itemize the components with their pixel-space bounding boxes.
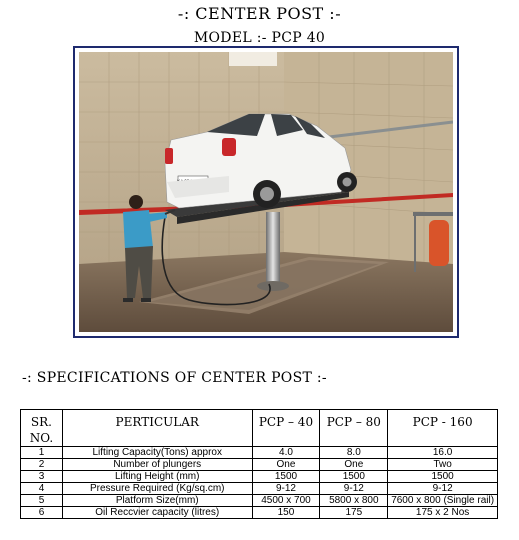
cell-sr: 4 — [21, 483, 63, 495]
table-row — [21, 471, 498, 483]
cell-sr: 6 — [21, 507, 63, 519]
cell-pcp160: 16.0 — [388, 447, 498, 459]
cell-pcp160: 7600 x 800 (Single rail) — [388, 495, 498, 507]
page-title: -: CENTER POST :- — [177, 4, 342, 23]
cell-item: Pressure Required (Kg/sq.cm) — [62, 483, 252, 495]
cell-pcp80: 175 — [320, 507, 388, 519]
table-row — [21, 447, 498, 459]
col-header-pcp40: PCP – 40 — [252, 410, 320, 447]
col-header-particular: PERTICULAR — [62, 410, 252, 447]
cell-pcp80: 9-12 — [320, 483, 388, 495]
cell-sr: 3 — [21, 471, 63, 483]
cell-pcp40: 150 — [252, 507, 320, 519]
cell-pcp80: 1500 — [320, 471, 388, 483]
col-header-sr: SR. NO. — [21, 410, 63, 447]
product-photo-frame — [73, 46, 459, 338]
model-label: MODEL :- PCP 40 — [193, 30, 326, 46]
cell-item: Lifting Height (mm) — [62, 471, 252, 483]
cell-pcp40: 4.0 — [252, 447, 320, 459]
col-header-pcp80: PCP – 80 — [320, 410, 388, 447]
cell-pcp40: 9-12 — [252, 483, 320, 495]
specifications-table — [20, 409, 498, 519]
cell-pcp160: 9-12 — [388, 483, 498, 495]
cell-pcp160: 175 x 2 Nos — [388, 507, 498, 519]
table-row — [21, 507, 498, 519]
cell-pcp40: One — [252, 459, 320, 471]
car-lift-photo — [79, 52, 453, 332]
cell-pcp160: Two — [388, 459, 498, 471]
cell-pcp160: 1500 — [388, 471, 498, 483]
cell-sr: 1 — [21, 447, 63, 459]
cell-pcp80: 8.0 — [320, 447, 388, 459]
specifications-heading: -: SPECIFICATIONS OF CENTER POST :- — [22, 370, 327, 386]
cell-pcp80: 5800 x 800 — [320, 495, 388, 507]
cell-pcp80: One — [320, 459, 388, 471]
table-row — [21, 459, 498, 471]
cell-item: Oil Reccvier capacity (litres) — [62, 507, 252, 519]
cell-sr: 5 — [21, 495, 63, 507]
cell-pcp40: 1500 — [252, 471, 320, 483]
cell-item: Lifting Capacity(Tons) approx — [62, 447, 252, 459]
table-row — [21, 483, 498, 495]
cell-item: Number of plungers — [62, 459, 252, 471]
cell-item: Platform Size(mm) — [62, 495, 252, 507]
table-header-row — [21, 410, 498, 447]
cell-sr: 2 — [21, 459, 63, 471]
window — [229, 52, 277, 66]
col-header-pcp160: PCP - 160 — [388, 410, 498, 447]
lift-post — [266, 212, 280, 284]
table-row — [21, 495, 498, 507]
cell-pcp40: 4500 x 700 — [252, 495, 320, 507]
air-tank — [429, 220, 449, 266]
